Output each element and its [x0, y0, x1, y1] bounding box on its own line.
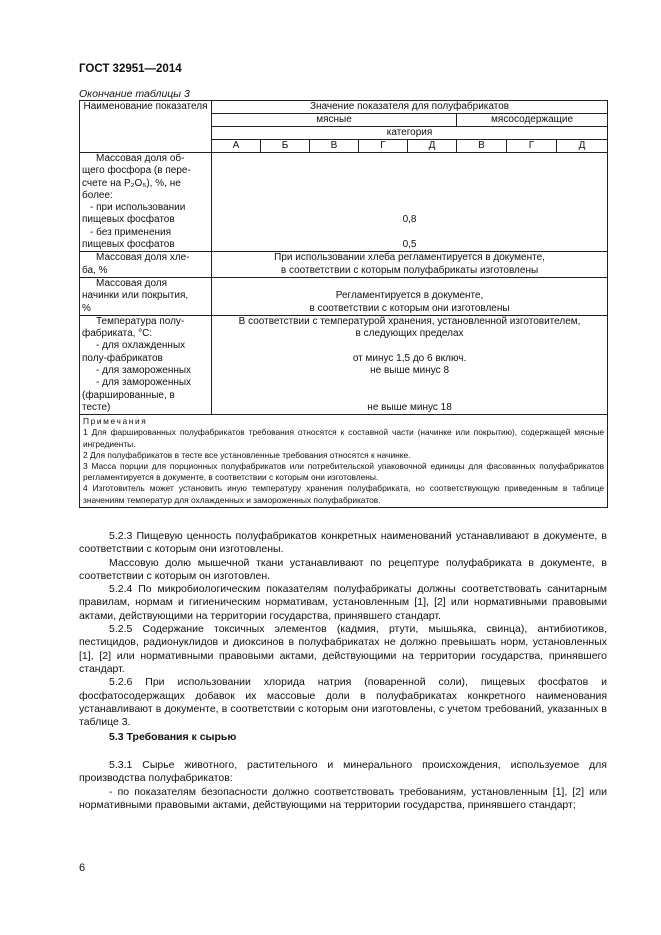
label-line: - для замороженных — [96, 365, 192, 377]
label-line: Температура полу- — [96, 315, 185, 327]
notes-row — [80, 415, 608, 508]
row-label — [80, 252, 212, 278]
value-line — [214, 153, 605, 165]
table-row — [80, 315, 608, 414]
group-meat-header: мясные — [212, 114, 457, 127]
cat-header: В — [310, 140, 359, 153]
label-line: пищевых фосфатов — [82, 239, 175, 251]
label-line: более: — [82, 189, 113, 201]
row-value — [212, 315, 608, 414]
value-line — [214, 165, 605, 177]
value-line: от минус 1,5 до 6 включ. — [352, 352, 467, 364]
value-line: 0,8 — [402, 214, 417, 226]
section-title: 5.3 Требования к сырью — [109, 731, 237, 743]
paragraph: 5.2.4 По микробиологическим показателям полуфабрикаты должны соответствовать санитарным правилам, нормам и гигиеническим нормативам, установленным [1], [2] или нормативными правовыми актами, действующими на территории государства, принявшего стандарт. — [79, 583, 607, 622]
value-line — [214, 178, 605, 190]
label-line: - для охлажденных — [96, 340, 186, 352]
standard-header: ГОСТ 32951—2014 — [79, 63, 182, 75]
value-line: В соответствии с температурой хранения, установленной изготовителем, — [238, 315, 581, 327]
label-line: - при использовании — [90, 202, 186, 214]
paragraph: 5.2.3 Пищевую ценность полуфабрикатов конкретных наименований устанавливают в документе, в соответствии с которым они изготовлены. — [79, 530, 607, 556]
label-line: ба, % — [82, 264, 108, 276]
body-text — [79, 530, 607, 729]
label-line: - для замороженных — [96, 377, 192, 389]
value-line — [214, 278, 605, 290]
group-meat-containing-header: мясосодержащие — [457, 114, 608, 127]
value-line — [214, 377, 605, 389]
row-label — [80, 153, 212, 252]
row-value — [212, 277, 608, 315]
label-line: полу-фабрикатов — [82, 352, 163, 364]
table-row — [80, 153, 608, 252]
paragraph: Массовую долю мышечной ткани устанавливают по рецептуре полуфабриката в документе, в соответствии с которым он изготовлен. — [79, 556, 607, 582]
cat-header: А — [212, 140, 261, 153]
note-item: 3 Масса порции для порционных полуфабрикатов или потребительской упаковочной единицы для фасованных полуфабрикатов регламентируется в документе, в соответствии с которым они изготовлены. — [83, 461, 605, 483]
label-line: (фаршированные, в — [82, 389, 175, 401]
cat-header: Д — [557, 140, 608, 153]
value-line — [214, 390, 605, 402]
label-line: щего фосфора (в пере- — [82, 165, 191, 177]
category-header: категория — [212, 127, 608, 140]
label-line: Массовая доля об- — [96, 153, 185, 164]
note-item: 2 Для полуфабрикатов в тесте все установленные требования относятся к начинке. — [83, 449, 411, 460]
table-caption: Окончание таблицы 3 — [79, 88, 190, 100]
label-line: фабриката, °С: — [82, 328, 153, 340]
cat-header: Г — [507, 140, 557, 153]
value-line: не выше минус 8 — [370, 365, 450, 377]
label-line: Массовая доля хле- — [96, 252, 190, 264]
value-line: При использовании хлеба регламентируется в документе, — [274, 252, 545, 264]
cat-header: Д — [408, 140, 457, 153]
note-item: 4 Изготовитель может установить иную температуру хранения полуфабриката, но соответствующую приведенным в таблице значениям температур для охлажденных и замороженных полуфабрикатов. — [83, 483, 605, 505]
paragraph: 5.2.5 Содержание токсичных элементов (кадмия, ртути, мышьяка, свинца), антибиотиков, пестицидов, радионуклидов и диоксинов в полуфабрикатах не должно превышать норм, установленных [1], [2] или нормативными правовыми актами, действующими на территории государства, принявшего стандарт. — [79, 623, 607, 675]
indicators-table — [79, 100, 608, 508]
label-line: Массовая доля — [96, 277, 168, 289]
label-line: счете на P₂O₅), %, не — [82, 177, 181, 189]
label-line: тесте) — [82, 401, 111, 413]
table-row — [80, 277, 608, 315]
paragraph: - по показателям безопасности должно соответствовать требованиям, установленным [1], [2] или нормативными правовыми актами, действующими на территории государства, принявшего стандарт; — [79, 785, 607, 811]
value-line — [214, 190, 605, 202]
row-label — [80, 277, 212, 315]
value-line: Регламентируется в документе, — [335, 290, 484, 302]
table-row — [80, 252, 608, 278]
value-line: не выше минус 18 — [367, 401, 452, 413]
row-label — [80, 315, 212, 414]
label-line: пищевых фосфатов — [82, 214, 175, 226]
paragraph: 5.3.1 Сырье животного, растительного и минерального происхождения, используемое для производства полуфабрикатов: — [79, 759, 607, 785]
value-line — [214, 340, 605, 352]
value-line: в следующих пределах — [355, 328, 464, 340]
value-line: в соответствии с которым они изготовлены — [309, 302, 510, 314]
row-value — [212, 153, 608, 252]
section-body — [79, 759, 607, 812]
value-line: 0,5 — [402, 239, 417, 251]
notes-cell — [80, 415, 608, 508]
value-line — [214, 202, 605, 214]
label-line: % — [82, 302, 91, 314]
notes-title: Примечания — [83, 416, 148, 427]
value-line: в соответствии с которым полуфабрикаты изготовлены — [280, 264, 539, 276]
cat-header: Б — [261, 140, 310, 153]
label-line: начинки или покрытия, — [82, 290, 189, 302]
paragraph: 5.2.6 При использовании хлорида натрия (поваренной соли), пищевых фосфатов и фосфатосодержащих добавок их массовые доли в полуфабрикатах конкретного наименования устанавливают в документе, в соответствии с которым они изготовлены, с учетом требований, указанных в таблице 3. — [79, 676, 607, 729]
row-value — [212, 252, 608, 278]
col-param-header: Наименование показателя — [80, 101, 212, 153]
cat-header: В — [457, 140, 507, 153]
label-line: - без применения — [90, 226, 172, 238]
page-number: 6 — [79, 862, 86, 874]
note-item: 1 Для фаршированных полуфабрикатов требования относятся к составной части (начинке или покрытию), содержащей мясные ингредиенты. — [83, 427, 605, 449]
value-line — [214, 227, 605, 239]
cat-header: Г — [359, 140, 408, 153]
col-value-header: Значение показателя для полуфабрикатов — [212, 101, 608, 114]
